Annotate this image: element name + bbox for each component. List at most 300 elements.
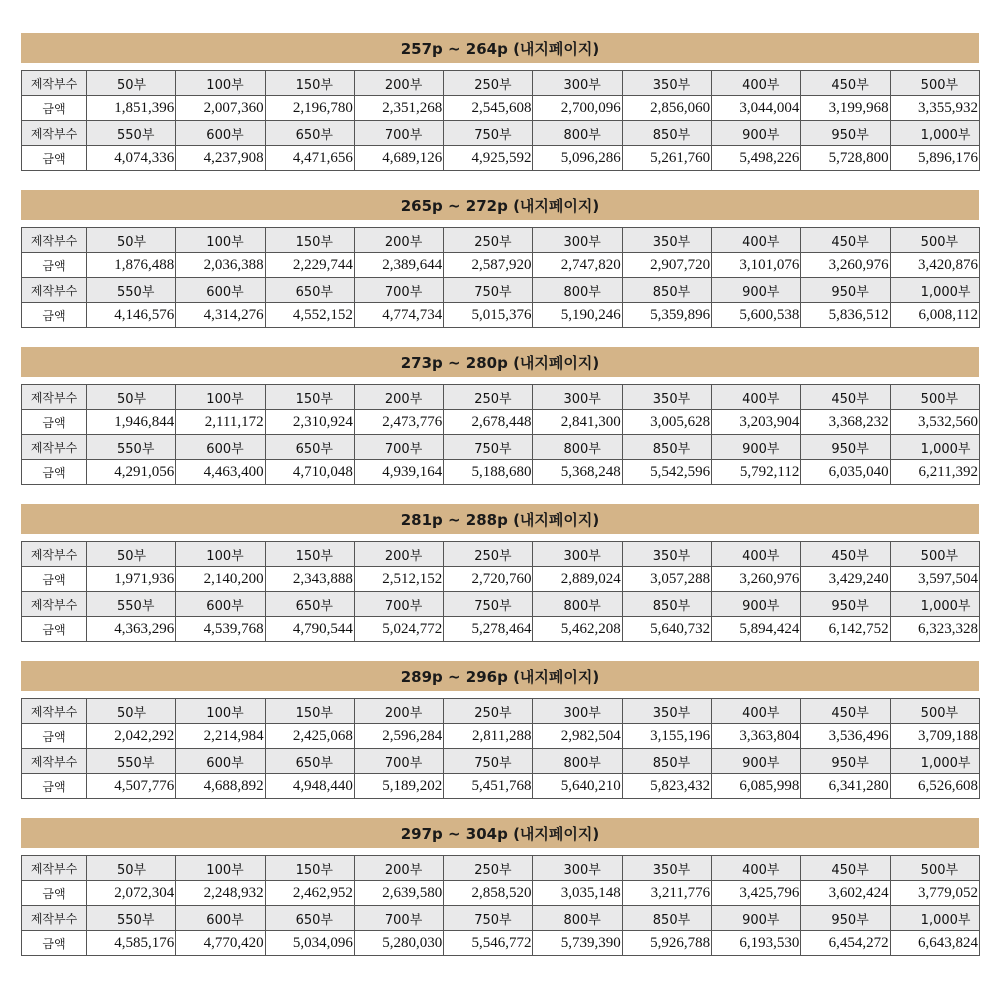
price-cell: 3,597,504 bbox=[890, 567, 979, 592]
quantity-cell: 500부 bbox=[890, 71, 979, 96]
quantity-cell: 400부 bbox=[712, 228, 801, 253]
quantity-row bbox=[22, 71, 980, 96]
quantity-cell: 200부 bbox=[354, 699, 443, 724]
quantity-cell: 450부 bbox=[801, 856, 890, 881]
price-cell: 5,498,226 bbox=[712, 146, 801, 171]
price-section bbox=[21, 33, 979, 171]
price-cell: 2,462,952 bbox=[265, 881, 354, 906]
price-cell: 3,203,904 bbox=[712, 410, 801, 435]
price-label-cell: 금액 bbox=[22, 146, 87, 171]
quantity-cell: 750부 bbox=[444, 749, 533, 774]
quantity-label-cell: 제작부수 bbox=[22, 749, 87, 774]
quantity-cell: 250부 bbox=[444, 542, 533, 567]
price-row bbox=[22, 253, 980, 278]
price-cell: 3,363,804 bbox=[712, 724, 801, 749]
price-row bbox=[22, 96, 980, 121]
price-table bbox=[21, 227, 980, 328]
price-cell: 3,057,288 bbox=[622, 567, 711, 592]
price-cell: 5,189,202 bbox=[354, 774, 443, 799]
price-cell: 5,278,464 bbox=[444, 617, 533, 642]
price-cell: 2,747,820 bbox=[533, 253, 622, 278]
price-cell: 4,146,576 bbox=[87, 303, 176, 328]
price-cell: 5,739,390 bbox=[533, 931, 622, 956]
quantity-cell: 200부 bbox=[354, 542, 443, 567]
price-cell: 6,526,608 bbox=[890, 774, 979, 799]
quantity-cell: 600부 bbox=[176, 749, 265, 774]
price-cell: 4,507,776 bbox=[87, 774, 176, 799]
price-cell: 5,836,512 bbox=[801, 303, 890, 328]
price-label-cell: 금액 bbox=[22, 724, 87, 749]
price-cell: 1,946,844 bbox=[87, 410, 176, 435]
quantity-cell: 350부 bbox=[622, 856, 711, 881]
price-row bbox=[22, 303, 980, 328]
quantity-cell: 550부 bbox=[87, 592, 176, 617]
price-cell: 3,355,932 bbox=[890, 96, 979, 121]
quantity-cell: 50부 bbox=[87, 228, 176, 253]
quantity-cell: 750부 bbox=[444, 435, 533, 460]
quantity-cell: 100부 bbox=[176, 71, 265, 96]
price-cell: 5,792,112 bbox=[712, 460, 801, 485]
quantity-cell: 350부 bbox=[622, 71, 711, 96]
price-cell: 5,640,732 bbox=[622, 617, 711, 642]
quantity-cell: 50부 bbox=[87, 385, 176, 410]
quantity-cell: 750부 bbox=[444, 121, 533, 146]
quantity-cell: 150부 bbox=[265, 385, 354, 410]
quantity-cell: 400부 bbox=[712, 699, 801, 724]
quantity-cell: 700부 bbox=[354, 749, 443, 774]
quantity-cell: 1,000부 bbox=[890, 278, 979, 303]
section-title: 257p ~ 264p (내지페이지) bbox=[21, 33, 979, 63]
price-cell: 6,142,752 bbox=[801, 617, 890, 642]
quantity-cell: 400부 bbox=[712, 385, 801, 410]
price-cell: 6,085,998 bbox=[712, 774, 801, 799]
section-title: 273p ~ 280p (내지페이지) bbox=[21, 347, 979, 377]
price-row bbox=[22, 931, 980, 956]
quantity-row bbox=[22, 906, 980, 931]
price-cell: 4,291,056 bbox=[87, 460, 176, 485]
price-cell: 5,823,432 bbox=[622, 774, 711, 799]
quantity-cell: 500부 bbox=[890, 228, 979, 253]
quantity-label-cell: 제작부수 bbox=[22, 385, 87, 410]
quantity-cell: 900부 bbox=[712, 592, 801, 617]
price-cell: 2,214,984 bbox=[176, 724, 265, 749]
quantity-cell: 100부 bbox=[176, 856, 265, 881]
price-cell: 6,193,530 bbox=[712, 931, 801, 956]
price-cell: 3,260,976 bbox=[801, 253, 890, 278]
price-cell: 2,140,200 bbox=[176, 567, 265, 592]
price-cell: 2,907,720 bbox=[622, 253, 711, 278]
section-title: 281p ~ 288p (내지페이지) bbox=[21, 504, 979, 534]
quantity-cell: 1,000부 bbox=[890, 749, 979, 774]
price-cell: 6,643,824 bbox=[890, 931, 979, 956]
quantity-label-cell: 제작부수 bbox=[22, 278, 87, 303]
quantity-cell: 650부 bbox=[265, 278, 354, 303]
quantity-label-cell: 제작부수 bbox=[22, 856, 87, 881]
quantity-cell: 700부 bbox=[354, 592, 443, 617]
quantity-cell: 650부 bbox=[265, 592, 354, 617]
quantity-cell: 250부 bbox=[444, 699, 533, 724]
price-cell: 6,454,272 bbox=[801, 931, 890, 956]
quantity-cell: 1,000부 bbox=[890, 592, 979, 617]
quantity-cell: 400부 bbox=[712, 71, 801, 96]
quantity-cell: 900부 bbox=[712, 906, 801, 931]
price-cell: 1,971,936 bbox=[87, 567, 176, 592]
quantity-row bbox=[22, 592, 980, 617]
price-cell: 2,111,172 bbox=[176, 410, 265, 435]
price-cell: 5,096,286 bbox=[533, 146, 622, 171]
quantity-cell: 550부 bbox=[87, 749, 176, 774]
quantity-cell: 300부 bbox=[533, 385, 622, 410]
quantity-cell: 50부 bbox=[87, 71, 176, 96]
price-cell: 4,237,908 bbox=[176, 146, 265, 171]
price-cell: 2,425,068 bbox=[265, 724, 354, 749]
price-cell: 5,728,800 bbox=[801, 146, 890, 171]
price-cell: 2,858,520 bbox=[444, 881, 533, 906]
quantity-row bbox=[22, 278, 980, 303]
price-cell: 3,155,196 bbox=[622, 724, 711, 749]
price-cell: 5,542,596 bbox=[622, 460, 711, 485]
quantity-label-cell: 제작부수 bbox=[22, 592, 87, 617]
quantity-cell: 850부 bbox=[622, 592, 711, 617]
price-cell: 2,007,360 bbox=[176, 96, 265, 121]
quantity-cell: 250부 bbox=[444, 228, 533, 253]
price-cell: 4,463,400 bbox=[176, 460, 265, 485]
price-cell: 3,035,148 bbox=[533, 881, 622, 906]
price-table bbox=[21, 70, 980, 171]
price-cell: 2,343,888 bbox=[265, 567, 354, 592]
price-cell: 2,310,924 bbox=[265, 410, 354, 435]
quantity-cell: 650부 bbox=[265, 121, 354, 146]
quantity-cell: 350부 bbox=[622, 699, 711, 724]
quantity-cell: 50부 bbox=[87, 856, 176, 881]
price-label-cell: 금액 bbox=[22, 460, 87, 485]
quantity-cell: 700부 bbox=[354, 906, 443, 931]
quantity-cell: 250부 bbox=[444, 71, 533, 96]
price-cell: 4,770,420 bbox=[176, 931, 265, 956]
quantity-cell: 650부 bbox=[265, 749, 354, 774]
price-cell: 5,894,424 bbox=[712, 617, 801, 642]
price-cell: 2,036,388 bbox=[176, 253, 265, 278]
quantity-cell: 850부 bbox=[622, 435, 711, 460]
section-title: 289p ~ 296p (내지페이지) bbox=[21, 661, 979, 691]
quantity-cell: 900부 bbox=[712, 749, 801, 774]
price-cell: 3,044,004 bbox=[712, 96, 801, 121]
quantity-cell: 150부 bbox=[265, 542, 354, 567]
price-cell: 2,196,780 bbox=[265, 96, 354, 121]
price-cell: 3,420,876 bbox=[890, 253, 979, 278]
quantity-cell: 600부 bbox=[176, 906, 265, 931]
quantity-cell: 150부 bbox=[265, 228, 354, 253]
price-cell: 5,190,246 bbox=[533, 303, 622, 328]
section-title: 297p ~ 304p (내지페이지) bbox=[21, 818, 979, 848]
quantity-cell: 150부 bbox=[265, 699, 354, 724]
quantity-cell: 950부 bbox=[801, 749, 890, 774]
price-cell: 3,425,796 bbox=[712, 881, 801, 906]
quantity-label-cell: 제작부수 bbox=[22, 71, 87, 96]
price-cell: 4,948,440 bbox=[265, 774, 354, 799]
price-cell: 4,074,336 bbox=[87, 146, 176, 171]
section-title: 265p ~ 272p (내지페이지) bbox=[21, 190, 979, 220]
price-cell: 2,587,920 bbox=[444, 253, 533, 278]
price-section bbox=[21, 347, 979, 485]
price-cell: 3,005,628 bbox=[622, 410, 711, 435]
quantity-cell: 450부 bbox=[801, 228, 890, 253]
price-cell: 4,585,176 bbox=[87, 931, 176, 956]
price-cell: 5,280,030 bbox=[354, 931, 443, 956]
price-cell: 5,926,788 bbox=[622, 931, 711, 956]
price-cell: 2,639,580 bbox=[354, 881, 443, 906]
quantity-row bbox=[22, 542, 980, 567]
quantity-row bbox=[22, 435, 980, 460]
quantity-cell: 100부 bbox=[176, 228, 265, 253]
quantity-cell: 300부 bbox=[533, 228, 622, 253]
price-cell: 6,341,280 bbox=[801, 774, 890, 799]
price-cell: 4,314,276 bbox=[176, 303, 265, 328]
price-cell: 3,101,076 bbox=[712, 253, 801, 278]
price-cell: 5,015,376 bbox=[444, 303, 533, 328]
price-cell: 5,451,768 bbox=[444, 774, 533, 799]
price-table bbox=[21, 541, 980, 642]
price-cell: 6,035,040 bbox=[801, 460, 890, 485]
price-cell: 4,539,768 bbox=[176, 617, 265, 642]
quantity-label-cell: 제작부수 bbox=[22, 435, 87, 460]
quantity-cell: 800부 bbox=[533, 906, 622, 931]
quantity-cell: 900부 bbox=[712, 278, 801, 303]
quantity-cell: 550부 bbox=[87, 435, 176, 460]
price-cell: 2,473,776 bbox=[354, 410, 443, 435]
quantity-cell: 850부 bbox=[622, 749, 711, 774]
quantity-cell: 650부 bbox=[265, 435, 354, 460]
price-cell: 2,811,288 bbox=[444, 724, 533, 749]
quantity-cell: 500부 bbox=[890, 385, 979, 410]
quantity-cell: 550부 bbox=[87, 906, 176, 931]
quantity-cell: 950부 bbox=[801, 906, 890, 931]
price-cell: 4,363,296 bbox=[87, 617, 176, 642]
quantity-cell: 150부 bbox=[265, 71, 354, 96]
price-cell: 4,774,734 bbox=[354, 303, 443, 328]
price-row bbox=[22, 567, 980, 592]
price-cell: 4,688,892 bbox=[176, 774, 265, 799]
quantity-cell: 250부 bbox=[444, 856, 533, 881]
price-label-cell: 금액 bbox=[22, 567, 87, 592]
price-cell: 2,512,152 bbox=[354, 567, 443, 592]
price-cell: 2,856,060 bbox=[622, 96, 711, 121]
price-cell: 3,199,968 bbox=[801, 96, 890, 121]
price-cell: 5,896,176 bbox=[890, 146, 979, 171]
price-table bbox=[21, 698, 980, 799]
quantity-row bbox=[22, 749, 980, 774]
quantity-cell: 450부 bbox=[801, 542, 890, 567]
price-cell: 5,640,210 bbox=[533, 774, 622, 799]
price-cell: 3,368,232 bbox=[801, 410, 890, 435]
price-cell: 3,429,240 bbox=[801, 567, 890, 592]
price-row bbox=[22, 774, 980, 799]
price-row bbox=[22, 146, 980, 171]
quantity-cell: 600부 bbox=[176, 278, 265, 303]
price-label-cell: 금액 bbox=[22, 96, 87, 121]
quantity-row bbox=[22, 699, 980, 724]
price-cell: 3,602,424 bbox=[801, 881, 890, 906]
price-cell: 2,700,096 bbox=[533, 96, 622, 121]
price-cell: 3,211,776 bbox=[622, 881, 711, 906]
price-cell: 5,546,772 bbox=[444, 931, 533, 956]
quantity-label-cell: 제작부수 bbox=[22, 906, 87, 931]
price-cell: 4,939,164 bbox=[354, 460, 443, 485]
quantity-cell: 750부 bbox=[444, 906, 533, 931]
price-cell: 5,368,248 bbox=[533, 460, 622, 485]
quantity-cell: 700부 bbox=[354, 121, 443, 146]
price-cell: 2,072,304 bbox=[87, 881, 176, 906]
quantity-cell: 100부 bbox=[176, 699, 265, 724]
quantity-cell: 450부 bbox=[801, 699, 890, 724]
price-cell: 3,709,188 bbox=[890, 724, 979, 749]
quantity-cell: 300부 bbox=[533, 542, 622, 567]
price-row bbox=[22, 724, 980, 749]
quantity-cell: 800부 bbox=[533, 278, 622, 303]
quantity-cell: 850부 bbox=[622, 278, 711, 303]
quantity-cell: 450부 bbox=[801, 385, 890, 410]
quantity-cell: 100부 bbox=[176, 542, 265, 567]
quantity-cell: 850부 bbox=[622, 121, 711, 146]
price-cell: 5,034,096 bbox=[265, 931, 354, 956]
quantity-cell: 800부 bbox=[533, 592, 622, 617]
price-cell: 6,323,328 bbox=[890, 617, 979, 642]
quantity-cell: 800부 bbox=[533, 121, 622, 146]
quantity-cell: 800부 bbox=[533, 749, 622, 774]
quantity-cell: 1,000부 bbox=[890, 435, 979, 460]
price-table bbox=[21, 855, 980, 956]
quantity-cell: 50부 bbox=[87, 699, 176, 724]
quantity-cell: 600부 bbox=[176, 592, 265, 617]
quantity-cell: 950부 bbox=[801, 121, 890, 146]
price-cell: 6,008,112 bbox=[890, 303, 979, 328]
price-cell: 3,260,976 bbox=[712, 567, 801, 592]
quantity-label-cell: 제작부수 bbox=[22, 121, 87, 146]
quantity-cell: 700부 bbox=[354, 278, 443, 303]
quantity-cell: 600부 bbox=[176, 435, 265, 460]
price-cell: 4,710,048 bbox=[265, 460, 354, 485]
price-label-cell: 금액 bbox=[22, 931, 87, 956]
quantity-cell: 750부 bbox=[444, 278, 533, 303]
price-cell: 3,536,496 bbox=[801, 724, 890, 749]
quantity-cell: 200부 bbox=[354, 856, 443, 881]
quantity-cell: 400부 bbox=[712, 856, 801, 881]
quantity-cell: 300부 bbox=[533, 856, 622, 881]
quantity-cell: 200부 bbox=[354, 385, 443, 410]
quantity-row bbox=[22, 228, 980, 253]
quantity-cell: 150부 bbox=[265, 856, 354, 881]
quantity-cell: 1,000부 bbox=[890, 121, 979, 146]
quantity-cell: 400부 bbox=[712, 542, 801, 567]
quantity-cell: 650부 bbox=[265, 906, 354, 931]
price-cell: 2,389,644 bbox=[354, 253, 443, 278]
quantity-label-cell: 제작부수 bbox=[22, 542, 87, 567]
price-row bbox=[22, 410, 980, 435]
price-cell: 2,248,932 bbox=[176, 881, 265, 906]
quantity-row bbox=[22, 856, 980, 881]
price-cell: 2,982,504 bbox=[533, 724, 622, 749]
quantity-cell: 350부 bbox=[622, 542, 711, 567]
quantity-cell: 550부 bbox=[87, 278, 176, 303]
quantity-cell: 700부 bbox=[354, 435, 443, 460]
price-cell: 5,188,680 bbox=[444, 460, 533, 485]
price-cell: 6,211,392 bbox=[890, 460, 979, 485]
quantity-cell: 100부 bbox=[176, 385, 265, 410]
quantity-cell: 900부 bbox=[712, 121, 801, 146]
quantity-cell: 800부 bbox=[533, 435, 622, 460]
quantity-cell: 50부 bbox=[87, 542, 176, 567]
quantity-cell: 950부 bbox=[801, 278, 890, 303]
price-cell: 2,545,608 bbox=[444, 96, 533, 121]
price-cell: 5,359,896 bbox=[622, 303, 711, 328]
quantity-cell: 500부 bbox=[890, 542, 979, 567]
price-cell: 2,841,300 bbox=[533, 410, 622, 435]
price-row bbox=[22, 460, 980, 485]
quantity-cell: 450부 bbox=[801, 71, 890, 96]
price-label-cell: 금액 bbox=[22, 774, 87, 799]
price-cell: 2,042,292 bbox=[87, 724, 176, 749]
quantity-cell: 550부 bbox=[87, 121, 176, 146]
price-cell: 5,600,538 bbox=[712, 303, 801, 328]
quantity-label-cell: 제작부수 bbox=[22, 228, 87, 253]
price-cell: 5,462,208 bbox=[533, 617, 622, 642]
price-cell: 2,596,284 bbox=[354, 724, 443, 749]
price-label-cell: 금액 bbox=[22, 410, 87, 435]
price-cell: 3,779,052 bbox=[890, 881, 979, 906]
price-label-cell: 금액 bbox=[22, 253, 87, 278]
quantity-cell: 300부 bbox=[533, 71, 622, 96]
price-table bbox=[21, 384, 980, 485]
price-cell: 4,925,592 bbox=[444, 146, 533, 171]
price-row bbox=[22, 617, 980, 642]
price-section bbox=[21, 504, 979, 642]
quantity-cell: 250부 bbox=[444, 385, 533, 410]
price-cell: 5,024,772 bbox=[354, 617, 443, 642]
quantity-cell: 500부 bbox=[890, 856, 979, 881]
quantity-cell: 300부 bbox=[533, 699, 622, 724]
price-cell: 4,552,152 bbox=[265, 303, 354, 328]
price-row bbox=[22, 881, 980, 906]
price-cell: 2,678,448 bbox=[444, 410, 533, 435]
price-cell: 1,851,396 bbox=[87, 96, 176, 121]
price-cell: 5,261,760 bbox=[622, 146, 711, 171]
price-cell: 3,532,560 bbox=[890, 410, 979, 435]
price-section bbox=[21, 661, 979, 799]
price-label-cell: 금액 bbox=[22, 881, 87, 906]
quantity-row bbox=[22, 385, 980, 410]
quantity-row bbox=[22, 121, 980, 146]
price-label-cell: 금액 bbox=[22, 303, 87, 328]
quantity-cell: 950부 bbox=[801, 435, 890, 460]
price-cell: 4,471,656 bbox=[265, 146, 354, 171]
price-section bbox=[21, 818, 979, 956]
price-cell: 4,790,544 bbox=[265, 617, 354, 642]
quantity-cell: 900부 bbox=[712, 435, 801, 460]
quantity-cell: 200부 bbox=[354, 228, 443, 253]
quantity-cell: 1,000부 bbox=[890, 906, 979, 931]
price-cell: 2,720,760 bbox=[444, 567, 533, 592]
quantity-label-cell: 제작부수 bbox=[22, 699, 87, 724]
quantity-cell: 850부 bbox=[622, 906, 711, 931]
quantity-cell: 350부 bbox=[622, 228, 711, 253]
quantity-cell: 950부 bbox=[801, 592, 890, 617]
quantity-cell: 350부 bbox=[622, 385, 711, 410]
price-cell: 1,876,488 bbox=[87, 253, 176, 278]
price-cell: 2,229,744 bbox=[265, 253, 354, 278]
price-cell: 2,889,024 bbox=[533, 567, 622, 592]
quantity-cell: 200부 bbox=[354, 71, 443, 96]
quantity-cell: 600부 bbox=[176, 121, 265, 146]
